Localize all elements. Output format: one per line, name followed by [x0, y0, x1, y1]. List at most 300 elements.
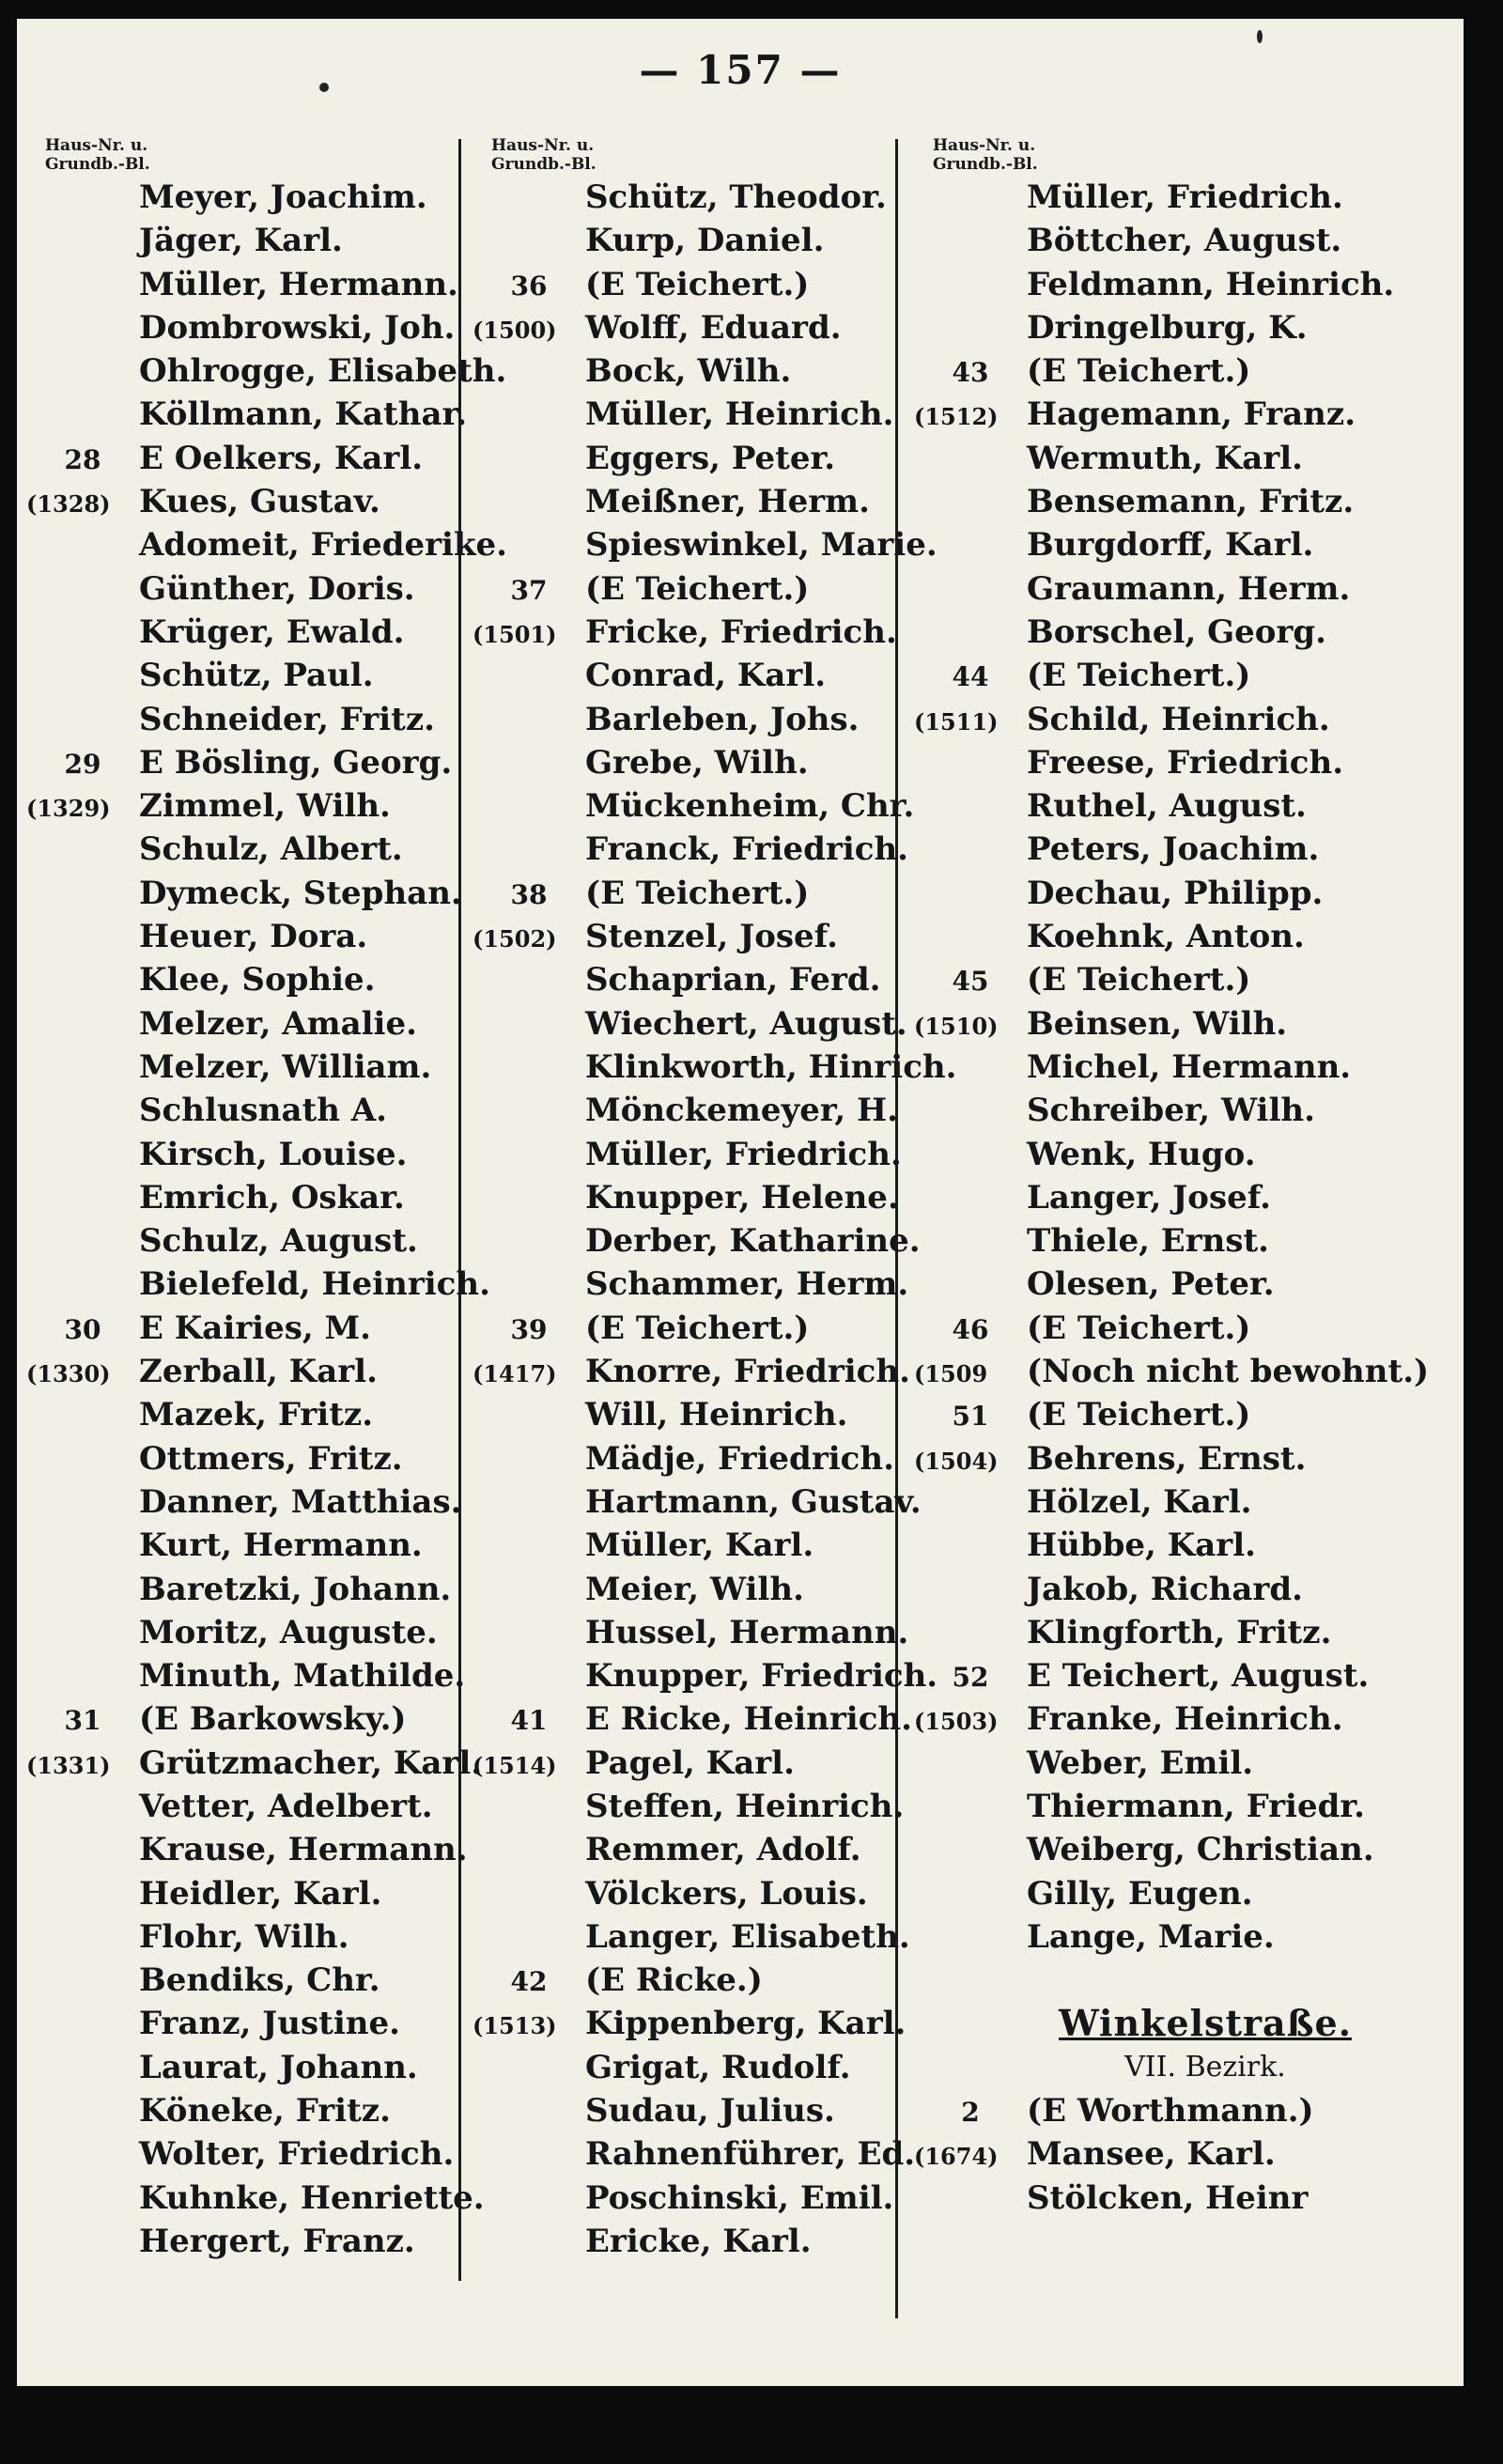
district-label — [914, 2046, 1440, 2089]
land-register-number: (1512) — [914, 403, 999, 431]
directory-entry — [26, 1524, 468, 1567]
directory-entry — [473, 1176, 914, 1219]
resident-name: Knupper, Helene. — [585, 1178, 899, 1217]
resident-name: Völckers, Louis. — [585, 1874, 868, 1913]
directory-entry — [473, 828, 914, 871]
entry-label — [26, 482, 139, 526]
column-header: Haus-Nr. u. Grundb.-Bl. — [491, 136, 597, 174]
directory-entry — [914, 1350, 1440, 1393]
resident-name: Müller, Hermann. — [139, 265, 458, 303]
directory-entry — [26, 654, 468, 697]
resident-name: Poschinski, Emil. — [585, 2178, 894, 2217]
resident-name: Mönckemeyer, H. — [585, 1092, 898, 1130]
resident-name: Dringelburg, K. — [1027, 308, 1308, 347]
resident-name: (E Teichert.) — [1027, 961, 1251, 1000]
column-header: Haus-Nr. u. Grundb.-Bl. — [45, 136, 150, 174]
entry-label — [473, 569, 585, 612]
directory-entry — [914, 1437, 1440, 1480]
resident-name: (E Teichert.) — [585, 1309, 810, 1347]
directory-entry — [473, 1568, 914, 1611]
resident-name: E Kairies, M. — [139, 1309, 371, 1347]
directory-entry — [473, 784, 914, 828]
resident-name: Danner, Matthias. — [139, 1482, 462, 1521]
resident-name: Conrad, Karl. — [585, 657, 827, 695]
house-number: 51 — [952, 1401, 989, 1433]
directory-entry — [914, 915, 1440, 958]
house-number: 29 — [64, 748, 101, 780]
directory-entry — [26, 480, 468, 523]
directory-entry — [914, 1089, 1440, 1132]
resident-name: Hergert, Franz. — [139, 2222, 415, 2260]
entry-label — [914, 2091, 1027, 2134]
resident-name: Rahnenführer, Ed. — [585, 2135, 916, 2174]
spacer — [914, 1959, 1440, 2002]
resident-name: Klee, Sophie. — [139, 961, 376, 1000]
column-header: Haus-Nr. u. Grundb.-Bl. — [933, 136, 1038, 174]
directory-entry — [473, 1524, 914, 1567]
resident-name: Klinkworth, Hinrich. — [585, 1047, 957, 1086]
directory-entry — [473, 306, 914, 349]
house-number: 39 — [510, 1313, 548, 1345]
resident-name: Beinsen, Wilh. — [1027, 1004, 1288, 1043]
land-register-number: (1674) — [914, 2143, 999, 2171]
directory-entry — [26, 828, 468, 871]
directory-entry — [473, 2046, 914, 2089]
directory-entry — [914, 1133, 1440, 1176]
resident-name: (E Teichert.) — [1027, 1396, 1251, 1434]
resident-name: Wenk, Hugo. — [1027, 1135, 1256, 1173]
directory-entry — [26, 2220, 468, 2263]
directory-entry — [914, 1307, 1440, 1350]
directory-entry — [914, 2177, 1440, 2220]
resident-name: Schild, Heinrich. — [1027, 700, 1330, 738]
land-register-number: (1501) — [473, 620, 557, 648]
directory-entry — [473, 2132, 914, 2176]
directory-entry — [473, 958, 914, 1001]
resident-name: (E Teichert.) — [1027, 657, 1251, 695]
resident-name: (E Teichert.) — [1027, 352, 1251, 391]
directory-entry — [914, 2132, 1440, 2176]
resident-name: Franck, Friedrich. — [585, 830, 909, 869]
directory-entry — [473, 1393, 914, 1436]
directory-entry — [914, 306, 1440, 349]
resident-name: Mansee, Karl. — [1027, 2135, 1276, 2174]
land-register-number: (1511) — [914, 707, 999, 736]
entry-label — [473, 874, 585, 917]
house-number: 2 — [961, 2097, 980, 2129]
resident-name: Schammer, Herm. — [585, 1265, 909, 1304]
directory-entry — [26, 1697, 468, 1741]
resident-name: (E Teichert.) — [585, 874, 810, 912]
directory-column-3 — [914, 136, 1440, 2220]
entry-label — [914, 1699, 1027, 1743]
land-register-number: (1328) — [26, 490, 111, 519]
directory-entry — [914, 828, 1440, 871]
directory-entry — [26, 2002, 468, 2045]
resident-name: Ohlrogge, Elisabeth. — [139, 352, 507, 391]
resident-name: Schreiber, Wilh. — [1027, 1092, 1315, 1130]
directory-entry — [914, 872, 1440, 915]
directory-entry — [26, 1046, 468, 1089]
directory-entry — [26, 1393, 468, 1436]
entry-label — [473, 612, 585, 657]
entry-label — [914, 1439, 1027, 1483]
directory-entry — [473, 1437, 914, 1480]
directory-entry — [473, 2220, 914, 2263]
resident-name: Mückenheim, Chr. — [585, 787, 915, 826]
directory-entry — [26, 1742, 483, 1785]
entry-label — [26, 1699, 139, 1743]
directory-entry — [473, 1828, 914, 1871]
directory-entry — [26, 1480, 468, 1524]
resident-name: Emrich, Oskar. — [139, 1178, 405, 1217]
directory-entry — [914, 1611, 1440, 1654]
resident-name: Borschel, Georg. — [1027, 612, 1326, 651]
resident-name: Mazek, Fritz. — [139, 1396, 374, 1434]
resident-name: Köneke, Fritz. — [139, 2092, 391, 2131]
directory-entry — [26, 1785, 468, 1828]
resident-name: Pagel, Karl. — [585, 1743, 795, 1782]
house-number: 44 — [952, 661, 989, 693]
resident-name: Moritz, Auguste. — [139, 1613, 438, 1651]
directory-entry — [473, 1480, 922, 1524]
resident-name: Flohr, Wilh. — [139, 1917, 349, 1956]
resident-name: Zerball, Karl. — [139, 1353, 378, 1391]
resident-name: Langer, Elisabeth. — [585, 1917, 910, 1956]
directory-entry — [26, 698, 468, 741]
directory-entry — [26, 1263, 490, 1306]
directory-entry — [26, 1002, 468, 1046]
house-number: 38 — [510, 878, 548, 910]
resident-name: Müller, Friedrich. — [1027, 178, 1343, 216]
entry-label — [26, 1309, 139, 1352]
directory-entry — [26, 1959, 468, 2002]
directory-entry — [26, 784, 468, 828]
directory-entry — [914, 1046, 1440, 1089]
resident-name: Jäger, Karl. — [139, 222, 343, 260]
resident-name: Melzer, Amalie. — [139, 1004, 417, 1043]
resident-name: Weiberg, Christian. — [1027, 1831, 1374, 1869]
directory-entry — [914, 1828, 1440, 1871]
land-register-number: (1509 — [914, 1360, 988, 1388]
resident-name: Ottmers, Fritz. — [139, 1439, 403, 1478]
resident-name: Feldmann, Heinrich. — [1027, 265, 1395, 303]
entry-label — [914, 1656, 1027, 1699]
resident-name: Dymeck, Stephan. — [139, 874, 462, 912]
resident-name: E Ricke, Heinrich. — [585, 1700, 912, 1739]
resident-name: Adomeit, Friederike. — [139, 526, 507, 565]
directory-entry — [473, 1307, 914, 1350]
resident-name: Bielefeld, Heinrich. — [139, 1265, 490, 1304]
resident-name: Sudau, Julius. — [585, 2092, 835, 2131]
directory-entry — [26, 1219, 468, 1263]
entry-label — [914, 700, 1027, 744]
entry-label — [473, 1352, 585, 1396]
directory-entry — [914, 654, 1440, 697]
resident-name: Stölcken, Heinr — [1027, 2178, 1309, 2217]
directory-entry — [473, 1742, 914, 1785]
directory-entry — [26, 1133, 468, 1176]
resident-name: Böttcher, August. — [1027, 222, 1342, 260]
directory-entry — [26, 263, 468, 306]
resident-name: Heidler, Karl. — [139, 1874, 382, 1913]
entry-label — [914, 351, 1027, 395]
resident-name: Meißner, Herm. — [585, 483, 870, 521]
resident-name: Behrens, Ernst. — [1027, 1439, 1307, 1478]
directory-entry — [26, 1568, 468, 1611]
entry-label — [473, 1960, 585, 2004]
resident-name: E Oelkers, Karl. — [139, 439, 424, 477]
house-number: 31 — [64, 1705, 101, 1737]
directory-entry — [473, 349, 914, 393]
resident-name: Vetter, Adelbert. — [139, 1787, 433, 1825]
directory-entry — [914, 393, 1440, 436]
resident-name: Kues, Gustav. — [139, 483, 380, 521]
directory-entry — [26, 1828, 468, 1871]
resident-name: Klingforth, Fritz. — [1027, 1613, 1332, 1651]
resident-name: Freese, Friedrich. — [1027, 743, 1344, 782]
resident-name: Meier, Wilh. — [585, 1570, 804, 1608]
land-register-number: (1504) — [914, 1447, 999, 1475]
directory-entry — [26, 741, 468, 784]
resident-name: Mädje, Friedrich. — [585, 1439, 894, 1478]
entry-label — [914, 2134, 1027, 2178]
entry-label — [473, 1699, 585, 1743]
directory-entry — [914, 567, 1440, 611]
resident-name: Dechau, Philipp. — [1027, 874, 1324, 912]
resident-name: Hagemann, Franz. — [1027, 395, 1356, 434]
directory-entry — [473, 1133, 914, 1176]
entry-label — [473, 265, 585, 308]
directory-entry — [914, 698, 1440, 741]
directory-column-1 — [26, 136, 507, 2263]
resident-name: Schulz, August. — [139, 1222, 418, 1261]
resident-name: Hartmann, Gustav. — [585, 1482, 922, 1521]
house-number: 30 — [64, 1313, 101, 1345]
house-number: 28 — [64, 443, 101, 475]
resident-name: Fricke, Friedrich. — [585, 612, 897, 651]
resident-name: Melzer, William. — [139, 1047, 432, 1086]
resident-name: Müller, Karl. — [585, 1526, 814, 1565]
page-number: — 157 — — [639, 47, 842, 93]
directory-entry — [26, 2046, 468, 2089]
directory-entry — [473, 219, 914, 262]
directory-entry — [26, 2089, 468, 2132]
resident-name: Knupper, Friedrich. — [585, 1657, 938, 1696]
resident-name: Bensemann, Fritz. — [1027, 483, 1355, 521]
directory-entry — [473, 1219, 921, 1263]
entry-label — [914, 1309, 1027, 1352]
house-number: 45 — [952, 966, 989, 998]
directory-entry — [914, 1176, 1440, 1219]
resident-name: Graumann, Herm. — [1027, 569, 1351, 608]
directory-entry — [473, 1654, 938, 1697]
resident-name: Olesen, Peter. — [1027, 1265, 1275, 1304]
resident-name: Thiele, Ernst. — [1027, 1222, 1270, 1261]
directory-entry — [914, 958, 1440, 1001]
resident-name: Müller, Friedrich. — [585, 1135, 902, 1173]
land-register-number: (1500) — [473, 316, 557, 344]
resident-name: Derber, Katharine. — [585, 1222, 921, 1261]
resident-name: Grigat, Rudolf. — [585, 2048, 851, 2086]
house-number: 42 — [510, 1966, 548, 1998]
resident-name: Stenzel, Josef. — [585, 918, 838, 956]
directory-entry — [914, 1872, 1440, 1915]
directory-entry — [473, 1089, 914, 1132]
resident-name: Lange, Marie. — [1027, 1917, 1275, 1956]
house-number: 43 — [952, 357, 989, 389]
directory-entry — [914, 1915, 1440, 1959]
resident-name: Grebe, Wilh. — [585, 743, 809, 782]
entry-label — [914, 656, 1027, 699]
resident-name: Krüger, Ewald. — [139, 612, 405, 651]
directory-entry — [914, 437, 1440, 480]
land-register-number: (1502) — [473, 925, 557, 953]
resident-name: Schütz, Theodor. — [585, 178, 887, 216]
land-register-number: (1417) — [473, 1360, 557, 1388]
resident-name: (E Teichert.) — [585, 265, 810, 303]
resident-name: Eggers, Peter. — [585, 439, 836, 477]
resident-name: Jakob, Richard. — [1027, 1570, 1303, 1608]
directory-entry — [26, 567, 468, 611]
house-number: 52 — [952, 1662, 989, 1694]
directory-entry — [26, 611, 468, 654]
entry-label — [473, 1309, 585, 1352]
directory-entry — [26, 915, 468, 958]
directory-entry — [26, 872, 468, 915]
directory-entry — [473, 2002, 914, 2045]
resident-name: (E Teichert.) — [1027, 1309, 1251, 1347]
resident-name: Hübbe, Karl. — [1027, 1526, 1256, 1565]
house-number: 37 — [510, 574, 548, 606]
house-number: 46 — [952, 1313, 989, 1345]
resident-name: Krause, Hermann. — [139, 1831, 468, 1869]
directory-entry — [473, 1872, 914, 1915]
resident-name: Hölzel, Karl. — [1027, 1482, 1252, 1521]
print-speck — [1257, 30, 1263, 43]
directory-entry — [914, 1524, 1440, 1567]
directory-entry — [473, 176, 914, 219]
resident-name: Will, Heinrich. — [585, 1396, 848, 1434]
directory-entry — [914, 1654, 1440, 1697]
directory-entry — [914, 219, 1440, 262]
entry-label — [473, 917, 585, 961]
resident-name: Meyer, Joachim. — [139, 178, 427, 216]
directory-entry — [26, 176, 468, 219]
resident-name: Kuhnke, Henriette. — [139, 2178, 485, 2217]
directory-entry — [473, 567, 914, 611]
entry-label — [473, 308, 585, 352]
entry-label — [914, 1395, 1027, 1438]
resident-name: Gilly, Eugen. — [1027, 1874, 1253, 1913]
directory-entry — [473, 654, 914, 697]
directory-entry — [473, 915, 914, 958]
print-speck — [319, 83, 329, 92]
resident-name: Schneider, Fritz. — [139, 700, 435, 738]
resident-name: Wolff, Eduard. — [585, 308, 842, 347]
directory-entry — [473, 1046, 957, 1089]
resident-name: Müller, Heinrich. — [585, 395, 894, 434]
resident-name: Weber, Emil. — [1027, 1743, 1254, 1782]
entry-label — [26, 1743, 139, 1788]
land-register-number: (1514) — [473, 1751, 557, 1779]
directory-entry — [473, 1263, 914, 1306]
entry-label — [473, 1743, 585, 1788]
resident-name: (Noch nicht bewohnt.) — [1027, 1353, 1430, 1391]
entry-label — [914, 395, 1027, 439]
resident-name: E Bösling, Georg. — [139, 743, 453, 782]
resident-name: Thiermann, Friedr. — [1027, 1787, 1366, 1825]
directory-entry — [473, 437, 914, 480]
entry-label — [26, 1352, 139, 1396]
entry-label — [26, 786, 139, 830]
directory-entry — [26, 1437, 468, 1480]
directory-page — [17, 19, 1464, 2386]
directory-entry — [914, 1263, 1440, 1306]
directory-entry — [914, 1002, 1440, 1046]
resident-name: (E Ricke.) — [585, 1961, 763, 2000]
directory-entry — [473, 263, 914, 306]
resident-name: Franke, Heinrich. — [1027, 1700, 1343, 1739]
street-name: Winkelstraße. — [1059, 2002, 1352, 2045]
resident-name: Peters, Joachim. — [1027, 830, 1320, 869]
directory-entry — [914, 611, 1440, 654]
directory-entry — [473, 611, 914, 654]
directory-entry — [473, 1915, 914, 1959]
district-name: VII. Bezirk. — [1124, 2050, 1286, 2084]
resident-name: Minuth, Mathilde. — [139, 1657, 466, 1696]
directory-entry — [473, 698, 914, 741]
house-number: 36 — [510, 270, 548, 302]
land-register-number: (1330) — [26, 1360, 111, 1388]
resident-name: Ericke, Karl. — [585, 2222, 812, 2260]
resident-name: Burgdorff, Karl. — [1027, 526, 1314, 565]
resident-name: Zimmel, Wilh. — [139, 787, 391, 826]
house-number: 41 — [510, 1705, 548, 1737]
resident-name: Franz, Justine. — [139, 2005, 400, 2043]
directory-entry — [473, 1350, 914, 1393]
resident-name: Michel, Hermann. — [1027, 1047, 1352, 1086]
resident-name: Schlusnath A. — [139, 1092, 387, 1130]
directory-entry — [26, 523, 507, 566]
resident-name: (E Worthmann.) — [1027, 2092, 1314, 2131]
land-register-number: (1503) — [914, 1708, 999, 1736]
resident-name: Hussel, Hermann. — [585, 1613, 909, 1651]
directory-entry — [914, 784, 1440, 828]
entry-label — [914, 1352, 1027, 1396]
directory-entry — [26, 1611, 468, 1654]
directory-entry — [473, 1959, 914, 2002]
resident-name: Schulz, Albert. — [139, 830, 403, 869]
street-heading — [914, 2002, 1440, 2045]
entry-label — [26, 743, 139, 786]
resident-name: Langer, Josef. — [1027, 1178, 1271, 1217]
resident-name: E Teichert, August. — [1027, 1657, 1370, 1696]
directory-entry — [473, 393, 914, 436]
directory-entry — [473, 741, 914, 784]
resident-name: Barleben, Johs. — [585, 700, 860, 738]
resident-name: Bock, Wilh. — [585, 352, 792, 391]
resident-name: Günther, Doris. — [139, 569, 415, 608]
resident-name: Remmer, Adolf. — [585, 1831, 861, 1869]
resident-name: (E Teichert.) — [585, 569, 810, 608]
directory-entry — [914, 480, 1440, 523]
resident-name: Wiechert, August. — [585, 1004, 907, 1043]
resident-name: (E Barkowsky.) — [139, 1700, 407, 1739]
directory-entry — [473, 1785, 914, 1828]
directory-entry — [26, 1307, 468, 1350]
resident-name: Kirsch, Louise. — [139, 1135, 408, 1173]
